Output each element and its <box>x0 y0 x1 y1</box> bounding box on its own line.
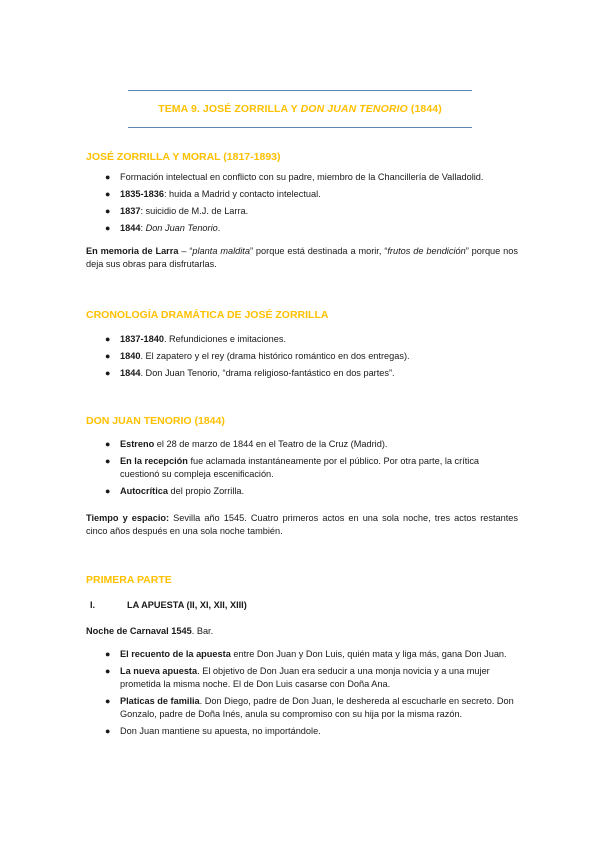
list-tenorio <box>86 438 518 502</box>
paragraph-carnaval: Noche de Carnaval 1545. Bar. <box>86 626 214 636</box>
list-item: ● Formación intelectual en conflicto con su padre, miembro de la Chancillería de Valladolid. <box>105 172 484 182</box>
title-bottom-rule <box>128 127 472 128</box>
bullet-icon: ● <box>105 223 111 233</box>
heading-bio: JOSÉ ZORRILLA Y MORAL (1817-1893) <box>86 151 281 163</box>
list-parte1 <box>86 648 518 742</box>
paragraph-tiempo: Tiempo y espacio: Sevilla año 1545. Cuatro primeros actos en una sola noche, tres actos restantes cinco años después en una sola noche también. <box>86 513 518 536</box>
list-item: ● Estreno el 28 de marzo de 1844 en el Teatro de la Cruz (Madrid). <box>105 439 388 449</box>
bullet-icon: ● <box>105 696 111 706</box>
bullet-icon: ● <box>105 486 111 496</box>
list-item: ● Platicas de familia. Don Diego, padre de Don Juan, le deshereda al escucharle en secreto. Don Gonzalo, padre de Doña Inés, anula su compromiso con su hija por la misma razón. <box>105 696 514 719</box>
bullet-icon: ● <box>105 726 111 736</box>
bullet-icon: ● <box>105 334 111 344</box>
list-item: ● El recuento de la apuesta entre Don Juan y Don Luis, quién mata y liga más, gana Don Juan. <box>105 649 507 659</box>
bullet-icon: ● <box>105 456 111 466</box>
list-item: ● 1840. El zapatero y el rey (drama histórico romántico en dos entregas). <box>105 351 410 361</box>
list-item: ● 1837: suicidio de M.J. de Larra. <box>105 206 249 216</box>
list-item: ● 1844: Don Juan Tenorio. <box>105 223 221 233</box>
list-item: ● En la recepción fue aclamada instantáneamente por el público. Por otra parte, la crítica cuestionó su compleja escenificación. <box>105 456 480 479</box>
list-item: ● 1837-1840. Refundiciones e imitaciones. <box>105 334 286 344</box>
subheading-apuesta: I. LA APUESTA (II, XI, XII, XIII) <box>90 600 247 610</box>
list-item: ● 1844. Don Juan Tenorio, “drama religioso-fantástico en dos partes”. <box>105 368 395 378</box>
list-item: ● 1835-1836: huida a Madrid y contacto intelectual. <box>105 189 321 199</box>
page-title: TEMA 9. JOSÉ ZORRILLA Y DON JUAN TENORIO (1844) <box>158 103 442 115</box>
list-crono <box>86 333 518 384</box>
bullet-icon: ● <box>105 351 111 361</box>
bullet-icon: ● <box>105 666 111 676</box>
list-item: ● Don Juan mantiene su apuesta, no importándole. <box>105 726 321 736</box>
bullet-icon: ● <box>105 172 111 182</box>
bullet-icon: ● <box>105 206 111 216</box>
heading-tenorio: DON JUAN TENORIO (1844) <box>86 415 225 427</box>
bullet-icon: ● <box>105 439 111 449</box>
bullet-icon: ● <box>105 368 111 378</box>
title-top-rule <box>128 90 472 91</box>
heading-parte1: PRIMERA PARTE <box>86 574 172 586</box>
list-item: ● La nueva apuesta. El objetivo de Don Juan era seducir a una monja novicia y a una mujer prometida la misma noche. El de Don Luis casarse con Doña Ana. <box>105 666 490 689</box>
bullet-icon: ● <box>105 189 111 199</box>
bullet-icon: ● <box>105 649 111 659</box>
list-item: ● Autocrítica del propio Zorrilla. <box>105 486 245 496</box>
paragraph-larra: En memoria de Larra – “planta maldita” porque está destinada a morir, “frutos de bendición” porque nos deja sus obras para disfrutarlas. <box>86 246 518 269</box>
list-bio <box>86 171 518 239</box>
heading-crono: CRONOLOGÍA DRAMÁTICA DE JOSÉ ZORRILLA <box>86 309 329 321</box>
